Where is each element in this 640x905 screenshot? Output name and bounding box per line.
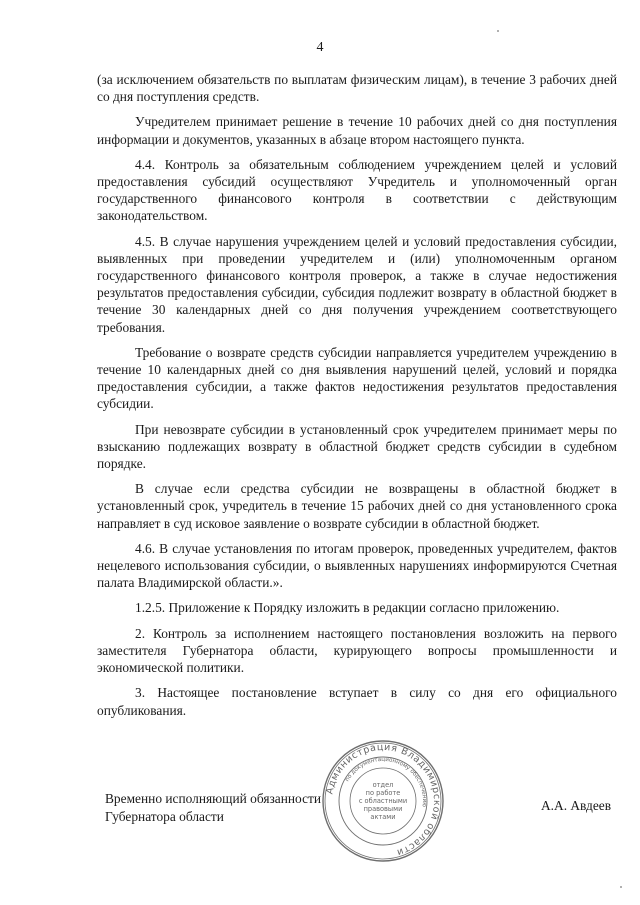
document-body (97, 71, 617, 727)
paragraph-non-return: При невозврате субсидии в установленный срок учредителем принимает меры по взысканию подлежащих возврату в областной бюджет средств субсидии в судебном порядке. (97, 421, 617, 472)
paragraph-4-4: 4.4. Контроль за обязательным соблюдением учреждением целей и условий предоставления субсидий осуществляют Учредитель и уполномоченный орган государственного финансового контроля в соответствии с действующим законодательством. (97, 156, 617, 224)
paragraph-4-6: 4.6. В случае установления по итогам проверок, проведенных учредителем, фактов нецелевого использования субсидии, о выявленных нарушениях информируются Счетная палата Владимирской области.». (97, 540, 617, 591)
stamp-center-line-5: актами (370, 813, 396, 821)
scan-speck (620, 886, 622, 888)
paragraph-court-claim: В случае если средства субсидии не возвращены в областной бюджет в установленный срок, учредитель в течение 15 рабочих дней со дня установленного срока направляет в суд исковое заявление о возврате субсидии в областной бюджет. (97, 481, 617, 531)
paragraph-4-5: 4.5. В случае нарушения учреждением целей и условий предоставления субсидии, выявленных при проведении учредителем и (или) уполномоченным органом государственного финансового контроля проверок, а также в случае недостижения результатов предоставления субсидии, субсидия подлежит возврату в областной бюджет в течение 30 календарных дней со дня получения учреждением соответствующего требования. (97, 233, 617, 335)
stamp-center-line-1: отдел (372, 781, 394, 789)
signature-position (105, 790, 321, 826)
paragraph-continuation: (за исключением обязательств по выплатам физическим лицам), в течение 3 рабочих дней со дня поступления средств. (97, 72, 617, 105)
stamp-center-line-2: по работе (365, 789, 401, 797)
stamp-outer-text: Администрация Владимирской области (324, 741, 443, 859)
scan-speck (497, 30, 499, 32)
paragraph-1-2-5: 1.2.5. Приложение к Порядку изложить в редакции согласно приложению. (135, 600, 560, 616)
stamp-inner-text: по документационному обеспечению (344, 756, 428, 808)
stamp-center-line-4: правовыми (363, 805, 403, 813)
signature-position-line1: Временно исполняющий обязанности (105, 791, 322, 806)
page-number: 4 (316, 40, 324, 55)
stamp-center-line-3: с областными (358, 797, 408, 805)
signer-name: А.А. Авдеев (541, 798, 612, 813)
paragraph-control: 2. Контроль за исполнением настоящего постановления возложить на первого заместителя Губернатора области, курирующего вопросы промышленности и экономической политики. (97, 625, 617, 676)
paragraph-founder-decision: Учредителем принимает решение в течение 10 рабочих дней со дня поступления информации и документов, указанных в абзаце втором настоящего пункта. (97, 114, 617, 147)
signature-position-line2: Губернатора области (105, 809, 224, 824)
paragraph-return-requirement: Требование о возврате средств субсидии направляется учредителем учреждению в течение 10 календарных дней со дня выявления нарушений целей, условий и порядка предоставления субсидии, а также фактов недостижения результатов предоставления субсидии. (97, 344, 617, 412)
paragraph-effective: 3. Настоящее постановление вступает в силу со дня его официального опубликования. (97, 685, 617, 718)
official-stamp (320, 738, 446, 864)
